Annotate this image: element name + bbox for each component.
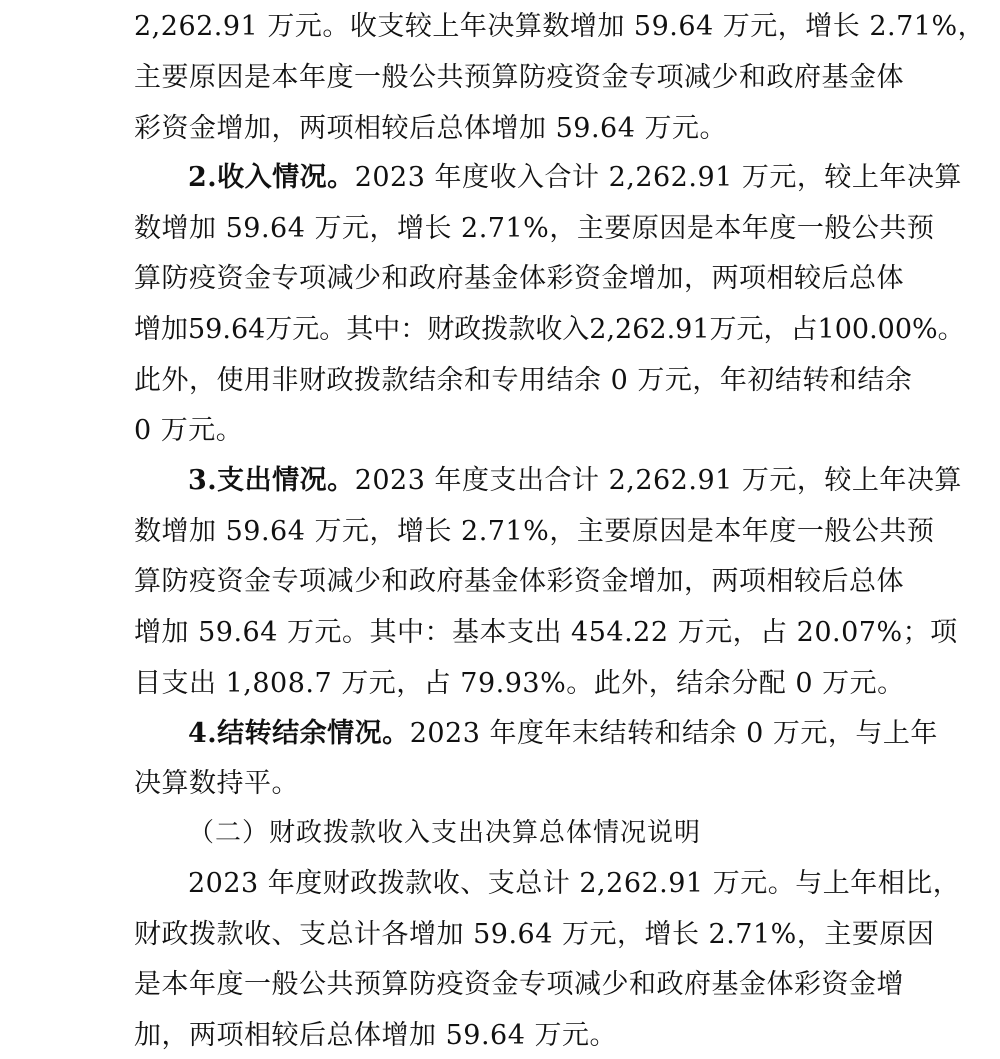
expenditure-line-5: 目支出 1,808.7 万元，占 79.93%。此外，结余分配 0 万元。 [134, 668, 905, 699]
para1-line-1: 2,262.91 万元。收支较上年决算数增加 59.64 万元，增长 2.71%， [134, 11, 986, 42]
section2-line-3: 是本年度一般公共预算防疫资金专项减少和政府基金体彩资金增 [134, 969, 904, 1000]
income-line-6: 0 万元。 [134, 415, 244, 446]
carryover-first-rest: 2023 年度年末结转和结余 0 万元，与上年 [409, 718, 938, 749]
income-first-rest: 2023 年度收入合计 2,262.91 万元，较上年决算 [354, 162, 962, 193]
para1-line-3: 彩资金增加，两项相较后总体增加 59.64 万元。 [134, 113, 727, 144]
income-line-2: 数增加 59.64 万元，增长 2.71%，主要原因是本年度一般公共预 [134, 213, 935, 244]
para1-line-2: 主要原因是本年度一般公共预算防疫资金专项减少和政府基金体 [134, 62, 904, 93]
section2-line-1: 2023 年度财政拨款收、支总计 2,262.91 万元。与上年相比， [188, 868, 961, 899]
section2-line-2: 财政拨款收、支总计各增加 59.64 万元，增长 2.71%，主要原因 [134, 919, 935, 950]
expenditure-line-2: 数增加 59.64 万元，增长 2.71%，主要原因是本年度一般公共预 [134, 516, 935, 547]
expenditure-line-3: 算防疫资金专项减少和政府基金体彩资金增加，两项相较后总体 [134, 566, 904, 597]
income-title: 2.收入情况。 [188, 162, 355, 193]
carryover-first-line [188, 717, 938, 751]
carryover-line-2: 决算数持平。 [134, 768, 299, 799]
carryover-title: 4.结转结余情况。 [188, 718, 410, 749]
expenditure-first-line [188, 464, 962, 498]
income-line-4: 增加59.64万元。其中：财政拨款收入2,262.91万元，占100.00%。 [134, 314, 965, 345]
expenditure-first-rest: 2023 年度支出合计 2,262.91 万元，较上年决算 [354, 465, 962, 496]
section2-heading: （二）财政拨款收入支出决算总体情况说明 [188, 818, 702, 848]
income-line-5: 此外，使用非财政拨款结余和专用结余 0 万元，年初结转和结余 [134, 365, 913, 396]
section2-line-4: 加，两项相较后总体增加 59.64 万元。 [134, 1020, 617, 1051]
income-line-3: 算防疫资金专项减少和政府基金体彩资金增加，两项相较后总体 [134, 263, 904, 294]
income-first-line [188, 161, 962, 195]
expenditure-title: 3.支出情况。 [188, 465, 355, 496]
expenditure-line-4: 增加 59.64 万元。其中：基本支出 454.22 万元，占 20.07%；项 [134, 617, 958, 648]
